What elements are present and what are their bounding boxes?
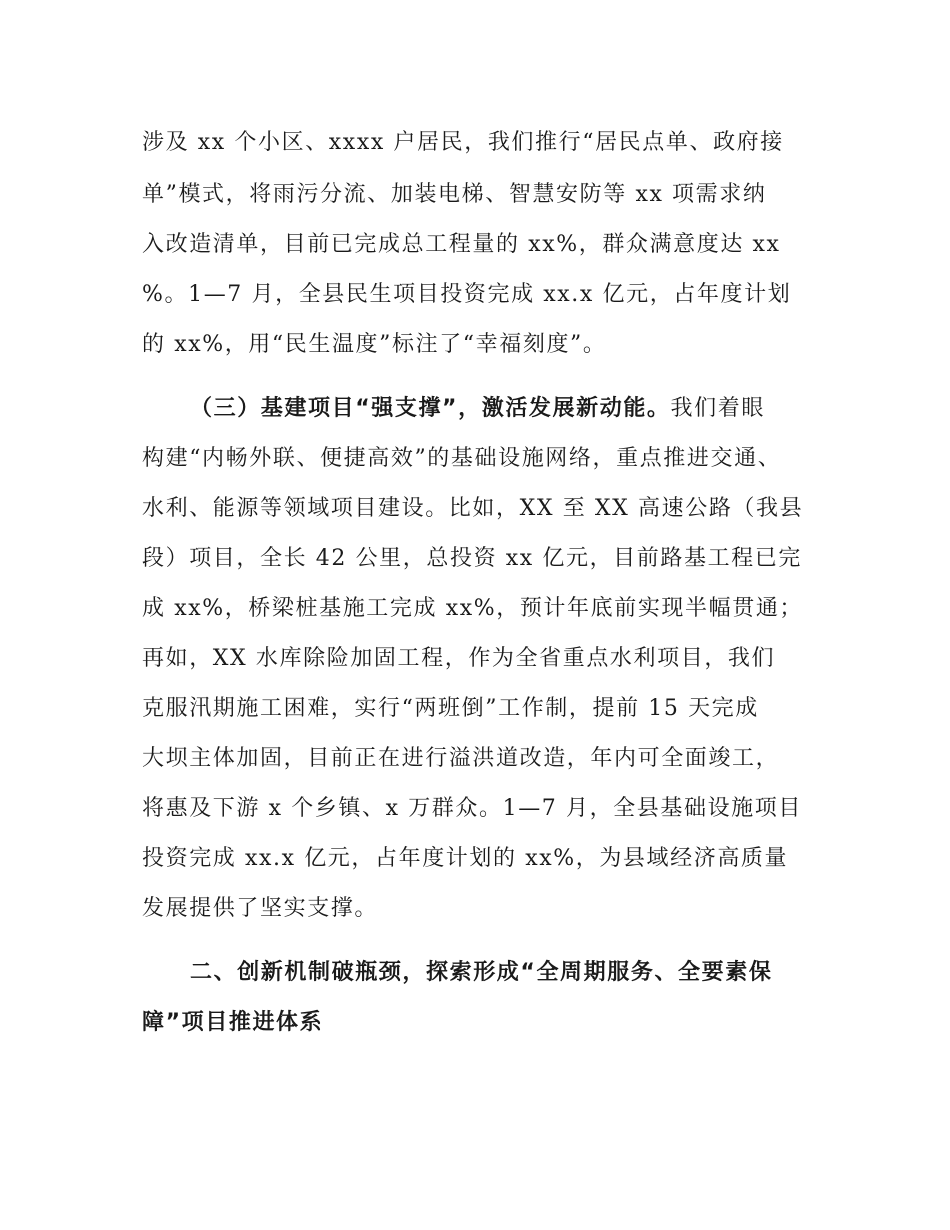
section-heading: 障”项目推进体系	[142, 1010, 324, 1035]
section-heading: 二、创新机制破瓶颈，探索形成“全周期服务、全要素保	[190, 960, 773, 985]
paragraph-line: 发展提供了坚实支撑。	[142, 896, 379, 921]
paragraph-line: 水利、能源等领域项目建设。比如，XX 至 XX 高速公路（我县	[142, 496, 804, 521]
paragraph-line: 单”模式，将雨污分流、加装电梯、智慧安防等 xx 项需求纳	[142, 182, 767, 207]
subsection-heading: （三）基建项目“强支撑”，激活发展新动能。	[190, 396, 671, 421]
paragraph-line: 投资完成 xx.x 亿元，占年度计划的 xx%，为县域经济高质量	[142, 846, 789, 871]
paragraph-line: 克服汛期施工困难，实行“两班倒”工作制，提前 15 天完成	[142, 696, 759, 721]
paragraph-line: %。1—7 月，全县民生项目投资完成 xx.x 亿元，占年度计划	[142, 282, 792, 307]
paragraph-line: 段）项目，全长 42 公里，总投资 xx 亿元，目前路基工程已完	[142, 546, 802, 571]
paragraph-line: 大坝主体加固，目前正在进行溢洪道改造，年内可全面竣工，	[142, 746, 780, 771]
paragraph-line: 再如，XX 水库除险加固工程，作为全省重点水利项目，我们	[142, 646, 776, 671]
paragraph-text: 我们着眼	[670, 396, 765, 421]
paragraph-line: 涉及 xx 个小区、xxxx 户居民，我们推行“居民点单、政府接	[142, 130, 784, 155]
paragraph-line: 的 xx%，用“民生温度”标注了“幸福刻度”。	[142, 332, 607, 357]
paragraph-line: 构建“内畅外联、便捷高效”的基础设施网络，重点推进交通、	[142, 446, 782, 471]
paragraph-line: 成 xx%，桥梁桩基施工完成 xx%，预计年底前实现半幅贯通；	[142, 596, 804, 621]
paragraph-first-line	[190, 394, 765, 424]
paragraph-line: 入改造清单，目前已完成总工程量的 xx%，群众满意度达 xx	[142, 232, 781, 257]
paragraph-line: 将惠及下游 x 个乡镇、x 万群众。1—7 月，全县基础设施项目	[142, 796, 802, 821]
